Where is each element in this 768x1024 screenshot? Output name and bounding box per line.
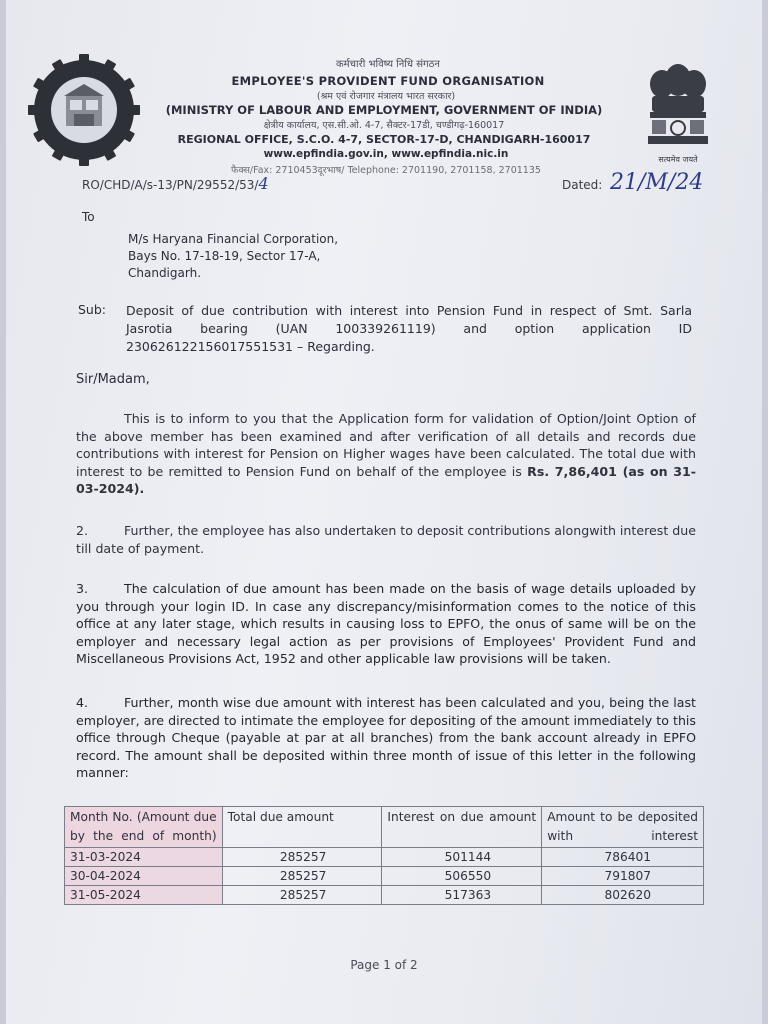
office-address-hindi: क्षेत्रीय कार्यालय, एस.सी.ओ. 4-7, सैक्टर-17डी, चण्डीगढ़-160017 <box>263 120 505 131</box>
column-header-total-due: Total due amount <box>222 807 382 848</box>
column-header-month: Month No. (Amount due by the end of month) <box>65 807 223 848</box>
row-interest: 517363 <box>382 886 542 905</box>
row-month: 30-04-2024 <box>65 867 223 886</box>
letter-page <box>6 0 762 1024</box>
page-number: Page 1 of 2 <box>350 958 418 972</box>
emblem-caption: सत्यमेव जयते <box>658 155 698 164</box>
reference-handwritten: 4 <box>258 174 269 193</box>
recipient-address <box>128 231 338 282</box>
table-row <box>65 867 704 886</box>
row-month: 31-05-2024 <box>65 886 223 905</box>
office-address: REGIONAL OFFICE, S.C.O. 4-7, SECTOR-17-D, CHANDIGARH-160017 <box>177 133 591 146</box>
ministry-hindi: (श्रम एवं रोजगार मंत्रालय भारत सरकार) <box>316 91 456 102</box>
row-total-due: 285257 <box>222 848 382 867</box>
date-field <box>562 170 704 195</box>
ministry-name: (MINISTRY OF LABOUR AND EMPLOYMENT, GOVERNMENT OF INDIA) <box>165 103 603 117</box>
row-amount-deposit: 786401 <box>542 848 704 867</box>
subject-text: Deposit of due contribution with interest into Pension Fund in respect of Smt. Sarla Jasrotia bearing (UAN 100339261119) and option application ID 230626122156017551531 – Regarding. <box>126 303 692 354</box>
paragraph-2-number: 2. <box>76 523 89 538</box>
address-line: M/s Haryana Financial Corporation, <box>128 232 339 246</box>
table-row <box>65 886 704 905</box>
websites: www.epfindia.gov.in, www.epfindia.nic.in <box>263 148 509 160</box>
to-label: To <box>82 210 95 224</box>
row-total-due: 285257 <box>222 867 382 886</box>
paragraph-3-text: The calculation of due amount has been made on the basis of wage details uploaded by you through your login ID. In case any discrepancy/misinformation comes to the notice of this office at any later stage, which results in causing loss to EPFO, the onus of same will be on the employer and necessary legal action as per provisions of Employees' Provident Fund and Miscellaneous Provisions Act, 1952 and other applicable law provisions will be taken. <box>76 581 696 666</box>
due-amount-table <box>64 806 704 905</box>
org-name: EMPLOYEE'S PROVIDENT FUND ORGANISATION <box>231 74 545 88</box>
dated-label: Dated: <box>562 178 603 192</box>
paragraph-4-number: 4. <box>76 695 89 710</box>
org-name-hindi: कर्मचारी भविष्य निधि संगठन <box>336 59 440 70</box>
row-interest: 506550 <box>382 867 542 886</box>
subject-label: Sub: <box>78 302 107 317</box>
paragraph-2-text: Further, the employee has also undertaken to deposit contributions alongwith interest due till date of payment. <box>76 523 696 556</box>
total-due-amount: Rs. 7,86,401 (as on 31-03-2024). <box>76 463 697 496</box>
paragraph-1-text: This is to inform to you that the Application form for validation of Option/Joint Option of the above member has been examined and after verification of all details and records due contributions with interest for Pension on Higher wages have been calculated. The total due with interest to be remitted to Pension Fund on behalf of the employee is <box>76 411 696 479</box>
date-handwritten: 21/M/24 <box>610 170 704 195</box>
paragraph-3-number: 3. <box>76 581 89 596</box>
column-header-interest: Interest on due amount <box>382 807 542 848</box>
row-amount-deposit: 802620 <box>542 886 704 905</box>
paragraph-2 <box>76 522 696 557</box>
reference-number <box>82 174 269 193</box>
row-month: 31-03-2024 <box>65 848 223 867</box>
paragraph-4-text: Further, month wise due amount with interest has been calculated and you, being the last employer, are directed to intimate the employee for depositing of the amount immediately to this office through Cheque (payable at par at all branches) from the bank account already in EPFO record. The amount shall be deposited within three month of issue of this letter in the following manner: <box>76 695 696 780</box>
reference-number-text: RO/CHD/A/s-13/PN/29552/53/ <box>82 178 259 192</box>
row-total-due: 285257 <box>222 886 382 905</box>
column-header-amount-deposit: Amount to be deposited with interest <box>542 807 704 848</box>
address-line: Chandigarh. <box>128 266 202 280</box>
row-amount-deposit: 791807 <box>542 867 704 886</box>
address-line: Bays No. 17-18-19, Sector 17-A, <box>128 249 321 263</box>
salutation: Sir/Madam, <box>76 372 150 387</box>
paragraph-3 <box>76 580 696 668</box>
table-header-row <box>65 807 704 848</box>
table-row <box>65 848 704 867</box>
paragraph-1 <box>76 410 696 498</box>
row-interest: 501144 <box>382 848 542 867</box>
paragraph-4 <box>76 694 696 782</box>
fax-phone: फैक्स/Fax: 2710453दूरभाष/ Telephone: 2701190, 2701158, 2701135 <box>231 165 541 176</box>
